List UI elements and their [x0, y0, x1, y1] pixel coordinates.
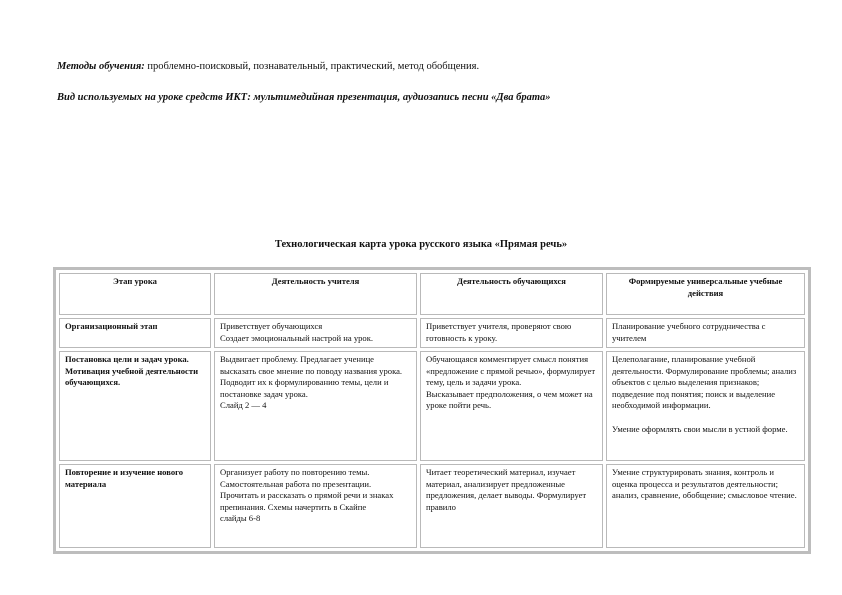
- uud-cell: Планирование учебного сотрудничества с учителем: [606, 318, 805, 348]
- students-cell: Читает теоретический материал, изучает материал, анализирует предложенные предложения, делает выводы. Формулирует правило: [420, 464, 603, 548]
- uud-cell: [606, 351, 805, 461]
- teacher-cell: Организует работу по повторению темы. Самостоятельная работа по презентации. Прочитать и рассказать о прямой речи и знаках препинания. Схемы начертить в Скайпе слайды 6-8: [214, 464, 417, 548]
- lesson-card-table: [53, 267, 811, 554]
- teaching-methods-label: Методы обучения:: [57, 61, 145, 72]
- uud-text: Целеполагание, планирование учебной деятельности. Формулирование проблемы; анализ объектов с целью выделения признаков; подведение под понятия; поиск и выделение необходимой информации.: [612, 354, 797, 411]
- uud-text-extra: Умение оформлять свои мысли в устной форме.: [612, 423, 788, 434]
- students-cell: Обучающаяся комментирует смысл понятия «предложение с прямой речью», формулирует тему, цель и задачи урока. Высказывает предположения, о чем может на уроке пойти речь.: [420, 351, 603, 461]
- table-title: Технологическая карта урока русского языка «Прямая речь»: [274, 239, 568, 250]
- teacher-cell: Приветствует обучающихся Создает эмоциональный настрой на урок.: [214, 318, 417, 348]
- table-row: [59, 318, 805, 348]
- uud-cell: Умение структурировать знания, контроль и оценка процесса и результатов деятельности; анализ, сравнение, обобщение; смысловое чтение.: [606, 464, 805, 548]
- stage-cell: Организационный этап: [59, 318, 211, 348]
- stage-cell: Постановка цели и задач урока. Мотивация учебной деятельности обучающихся.: [59, 351, 211, 461]
- ikt-tools-line: Вид используемых на уроке средств ИКТ: мультимедийная презентация, аудиозапись песни «Два брата»: [57, 92, 551, 103]
- table-row: [59, 464, 805, 548]
- stage-cell: Повторение и изучение нового материала: [59, 464, 211, 548]
- teacher-cell: Выдвигает проблему. Предлагает ученице высказать свое мнение по поводу названия урока. Подводит их к формулированию темы, цели и постановке задач урока. Слайд 2 — 4: [214, 351, 417, 461]
- header-teacher: Деятельность учителя: [214, 273, 417, 315]
- table-header-row: [59, 273, 805, 315]
- header-stage: Этап урока: [59, 273, 211, 315]
- header-uud: Формируемые универсальные учебные действия: [606, 273, 805, 315]
- teaching-methods-text: проблемно-поисковый, познавательный, практический, метод обобщения.: [144, 61, 480, 72]
- students-cell: Приветствует учителя, проверяют свою готовность к уроку.: [420, 318, 603, 348]
- header-students: Деятельность обучающихся: [420, 273, 603, 315]
- teaching-methods-line: [57, 61, 479, 72]
- table-row: [59, 351, 805, 461]
